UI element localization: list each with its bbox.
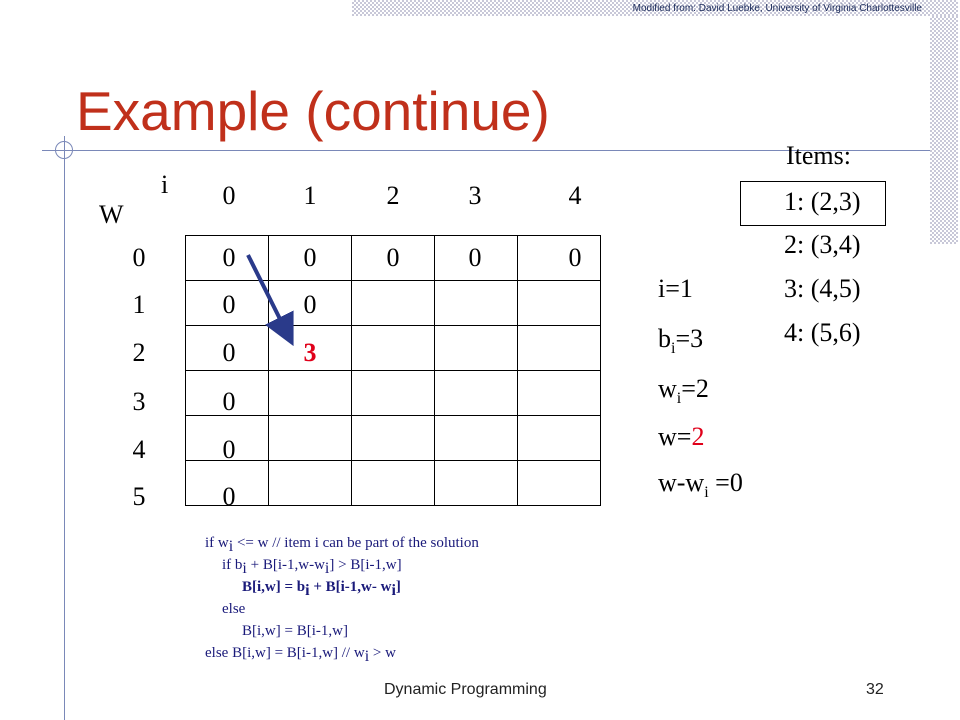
cell-value: 0 [222, 435, 236, 464]
code-line: else $B[i,w] = B[i-1,w] // w_i > w$ [205, 645, 396, 665]
cell-value: 0 [222, 387, 236, 416]
cell-value: 0 [303, 243, 317, 272]
footer-topic: Dynamic Programming [384, 681, 547, 698]
code-line: $B[i,w] = b_i + B[i-1,w-$ $w_i$] [242, 579, 401, 599]
cell-value: 0 [222, 338, 236, 367]
i-axis-label: i [161, 170, 169, 199]
row-header: 0 [132, 243, 146, 272]
cell-value: 0 [303, 290, 317, 319]
b-value: $b_i=3$ [658, 324, 704, 358]
capacity-value: w=2 [658, 422, 705, 451]
cell-value: 0 [222, 243, 236, 272]
col-header: 2 [386, 181, 400, 210]
row-header: 4 [132, 435, 146, 464]
code-line: else [222, 601, 246, 617]
code-line: if $b_i + B[i-1,w-w_i] > B[i-1,w]$ [222, 557, 402, 577]
page-number: 32 [866, 681, 884, 698]
row-header: 2 [132, 338, 146, 367]
w-axis-label: W [99, 200, 124, 229]
code-line: if $w_i <= w$ // item i can be part of the solution [205, 535, 479, 555]
list-item: 4: (5,6) [784, 318, 861, 347]
remaining-capacity-value: $w-w_i =0$ [658, 468, 743, 502]
col-header: 3 [468, 181, 482, 210]
col-header: 4 [568, 181, 582, 210]
cell-value: 0 [222, 290, 236, 319]
cell-value: 0 [568, 243, 582, 272]
col-header: 1 [303, 181, 317, 210]
cell-value: 0 [468, 243, 482, 272]
code-line: B[i,w] = B[i-1,w] [242, 623, 348, 639]
cell-value: 0 [222, 482, 236, 511]
i-value: i=1 [658, 274, 693, 303]
row-header: 3 [132, 387, 146, 416]
list-item: 2: (3,4) [784, 230, 861, 259]
weight-value: $w_i=2$ [658, 374, 709, 408]
list-item: 1: (2,3) [784, 187, 861, 216]
row-header: 5 [132, 482, 146, 511]
list-item: 3: (4,5) [784, 274, 861, 303]
row-header: 1 [132, 290, 146, 319]
col-header: 0 [222, 181, 236, 210]
credit-text: Modified from: David Luebke, University of Virginia Charlottesville [632, 3, 922, 14]
slide-title: Example (continue) [76, 80, 550, 142]
items-heading: Items: [786, 141, 851, 170]
highlighted-cell-value: 3 [303, 338, 317, 367]
cell-value: 0 [386, 243, 400, 272]
